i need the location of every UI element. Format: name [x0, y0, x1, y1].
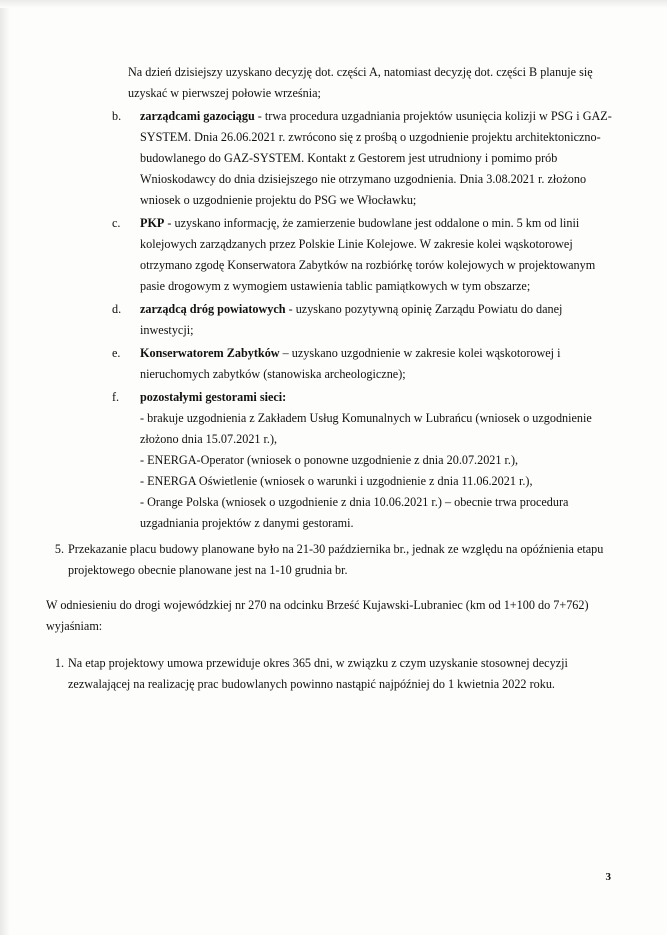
list-item-text: Przekazanie placu budowy planowane było na 21-30 października br., jednak ze względu na opóźnienia etapu projektowego obecnie planowane jest na 1-10 grudnia br.	[68, 541, 604, 577]
list-item-lead: Konserwatorem Zabytków	[140, 345, 280, 360]
list-item	[46, 539, 611, 581]
intro-paragraph: W odniesieniu do drogi wojewódzkiej nr 270 na odcinku Brześć Kujawski-Lubraniec (km od 1+100 do 7+762) wyjaśniam:	[46, 597, 589, 633]
page-number: 3	[605, 871, 611, 883]
sub-line: - Orange Polska (wniosek o uzgodnienie z dnia 10.06.2021 r.) – obecnie trwa procedura uzgadniania projektów z danymi gestorami.	[140, 494, 569, 530]
list-marker: b.	[112, 108, 122, 123]
sub-line: - ENERGA Oświetlenie (wniosek o warunki i uzgodnienie z dnia 11.06.2021 r.),	[140, 473, 533, 488]
list-marker: 1.	[54, 655, 64, 670]
list-item	[46, 653, 611, 695]
list-marker: e.	[112, 345, 121, 360]
list-item	[112, 106, 617, 211]
list-item-text: - uzyskano pozytywną opinię Zarządu Powiatu do danej inwestycji;	[140, 301, 563, 337]
lettered-list	[0, 106, 667, 534]
list-item-lead: pozostałymi gestorami sieci:	[140, 389, 287, 404]
numbered-list-continued	[0, 539, 667, 581]
list-item-lead: zarządcami gazociągu	[140, 108, 255, 123]
list-marker: d.	[112, 301, 122, 316]
list-item-lead: zarządcą dróg powiatowych	[140, 301, 286, 316]
list-item	[112, 213, 617, 297]
list-item	[112, 343, 617, 385]
list-item-text: – uzyskano uzgodnienie w zakresie kolei wąskotorowej i nieruchomych zabytków (stanowiska archeologiczne);	[140, 345, 561, 381]
list-marker: 5.	[54, 541, 64, 556]
list-item	[112, 387, 617, 534]
list-item	[112, 299, 617, 341]
lead-paragraph: Na dzień dzisiejszy uzyskano decyzję dot. części A, natomiast decyzję dot. części B planuje się uzyskać w pierwszej połowie września;	[128, 65, 593, 100]
numbered-list-new	[0, 653, 667, 695]
list-item-text: - trwa procedura uzgadniania projektów usunięcia kolizji w PSG i GAZ-SYSTEM. Dnia 26.06.2021 r. zwrócono się z prośbą o uzgodnienie projektu architektoniczno-budowlanego do GAZ-SYSTEM. Kontakt z Gestorem jest utrudniony i pomimo prób Wnioskodawcy do dnia dzisiejszego nie otrzymano uzgodnienia. Dnia 3.08.2021 r. złożono wniosek o uzgodnienie projektu do PSG we Włocławku;	[140, 108, 612, 207]
sub-line: - brakuje uzgodnienia z Zakładem Usług Komunalnych w Lubrańcu (wniosek o uzgodnienie złożono dnia 15.07.2021 r.),	[140, 410, 592, 446]
sub-line: - ENERGA-Operator (wniosek o ponowne uzgodnienie z dnia 20.07.2021 r.),	[140, 452, 519, 467]
list-item-lead: PKP	[140, 215, 165, 230]
list-item-text: Na etap projektowy umowa przewiduje okres 365 dni, w związku z czym uzyskanie stosownej decyzji zezwalającej na realizację prac budowlanych powinno nastąpić najpóźniej do 1 kwietnia 2022 roku.	[68, 655, 568, 691]
list-marker: c.	[112, 215, 121, 230]
list-item-text: - uzyskano informację, że zamierzenie budowlane jest oddalone o min. 5 km od linii kolejowych zarządzanych przez Polskie Linie Kolejowe. W zakresie kolei wąskotorowej otrzymano zgodę Konserwatora Zabytków na rozbiórkę torów kolejowych w projektowanym pasie drogowym z wymogiem ustawienia tablic pamiątkowych w tym obszarze;	[140, 215, 596, 293]
list-marker: f.	[112, 389, 120, 404]
